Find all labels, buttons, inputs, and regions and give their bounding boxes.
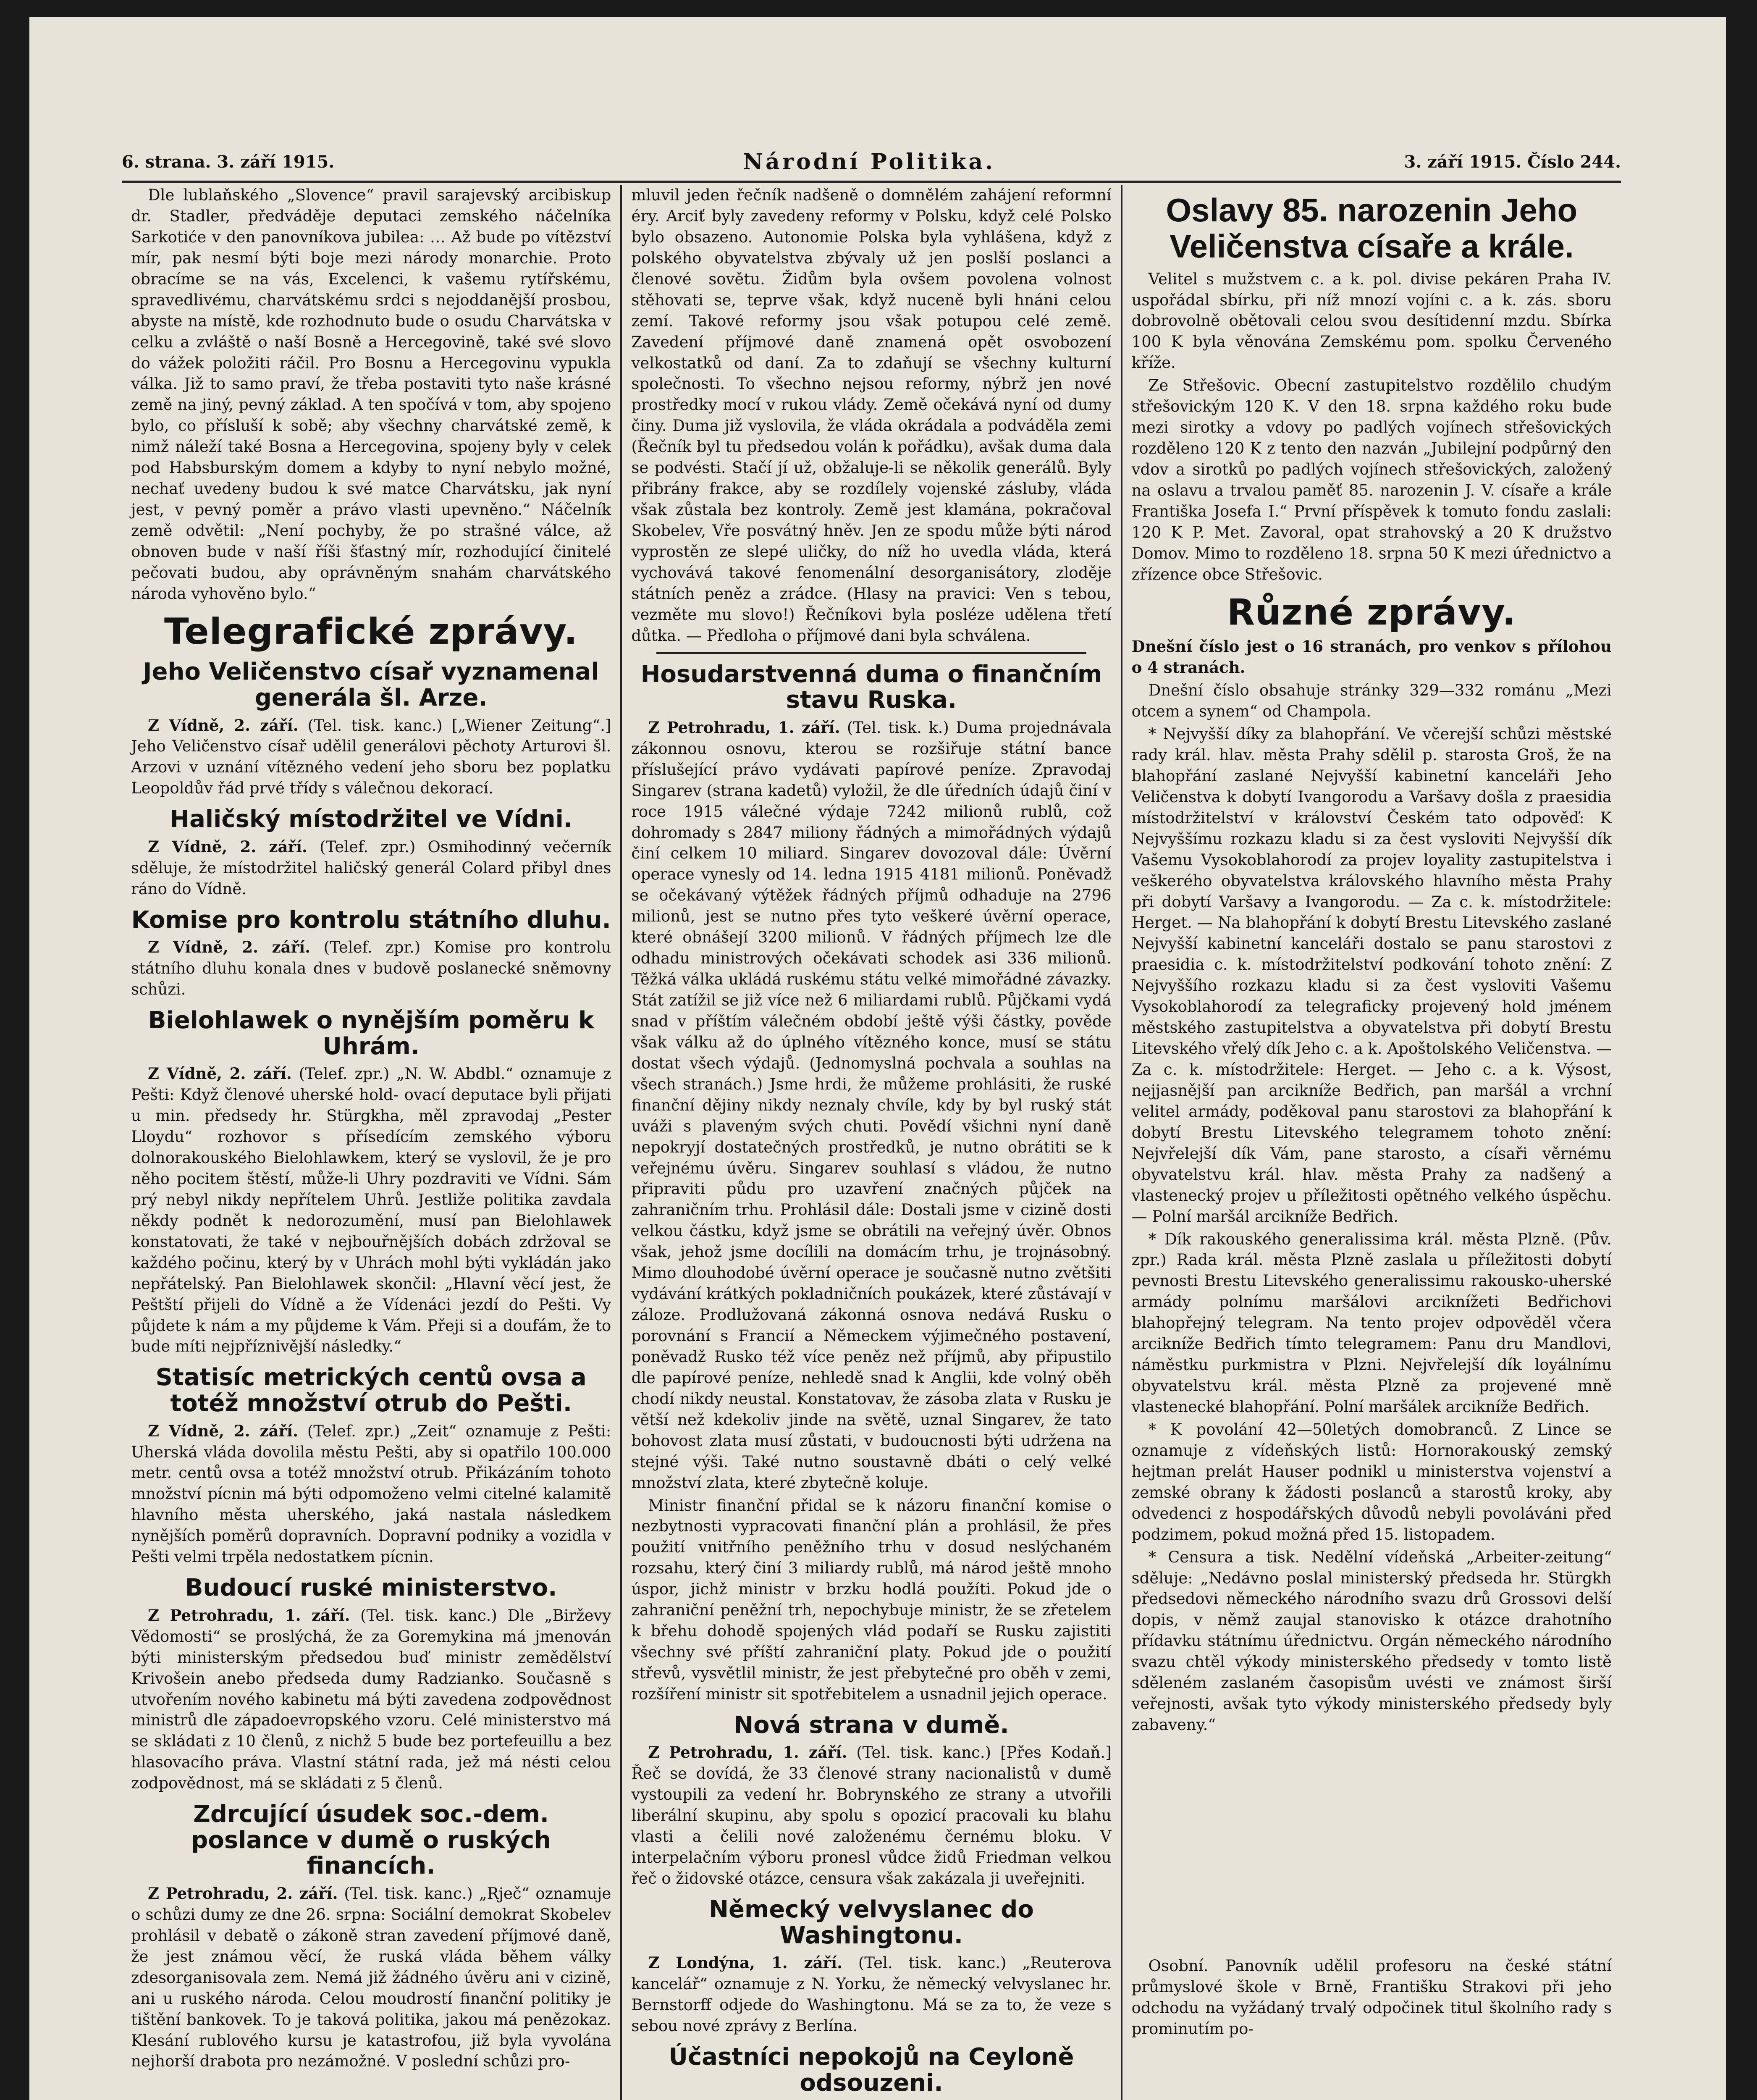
dateline: Z Petrohradu, 1. září. bbox=[648, 718, 840, 737]
article-body: Velitel s mužstvem c. a k. pol. divise pekáren Praha IV. uspořádal sbírku, při níž mnozí vojíni c. a k. zás. sboru dobrovolně obětovali celou svou desítidenní mzdu. Sbírka 100 K byla věnována Zemskému pom. spolku Červeného kříže. bbox=[1131, 270, 1612, 372]
page-header bbox=[122, 143, 1621, 183]
article-plzen: * Dík rakouského generalissima král. města Plzně. (Pův. zpr.) Rada král. města Plzně zaslala u příležitosti dobytí pevnosti Brestu Litevského generalissimu rakousko-uherské armády polnímu maršálovi arciknížeti Bedřichovi blahopřejný telegram. Na tento projev odpověděl včera arcikníže Bedřich tímto telegramem: Panu dru Mandlovi, náměstku purkmistra v Plzni. Nejvřelejší dík loyálnímu obyvatelstvu král. města Plzně za projevené mně vlastenecké blahopřání. Polní maršálek arcikníže Bedřich. bbox=[1131, 1230, 1612, 1416]
article-body: (Telef. zpr.) Osmihodinný večerník sděluje, že místodržitel haličský generál Colard přibyl dnes ráno do Vídně. bbox=[131, 837, 611, 898]
article-body: (Telef. zpr.) Komise pro kontrolu státního dluhu konala dnes v budově poslanecké sněmovny schůzi. bbox=[131, 938, 611, 999]
section-title-ruzne: Různé zprávy. bbox=[1227, 591, 1516, 633]
masthead-title: Národní Politika. bbox=[743, 149, 996, 175]
dateline: Z Londýna, 1. září. bbox=[648, 1953, 842, 1972]
article-osobni: Osobní. Panovník udělil profesoru na české státní průmyslové škole v Brně, Františku Strakovi při jeho odchodu na vyžádaný trvalý odpočinek titul školního rady s prominutím po- bbox=[1131, 1957, 1612, 2038]
headline-duma-finance: Hosudarstvenná duma o finančním stavu Ruska. bbox=[640, 660, 1102, 714]
article-body: Ministr finanční přidal se k názoru finanční komise o nezbytnosti vypracovati finanční plán a prohlásil, že přes použití vnitřního peněžního trhu v dosud neslýchaném rozsahu, který činí 3 miliardy rublů, má národ ještě mnoho úspor, jichž ministr v brzku hodlá použíti. Pokud jde o zahraniční peněžní trh, nepochybuje ministr, že se zřetelem k břehu dohodě spojených vlád podaří se Rusku zajistiti všechny své příští zahraniční platy. Pokud jde o použití střevů, vysvětlil ministr, že jest přebytečné pro oběh v zemi, rozšíření ministr sit spotřebitelem a usnadnil jejich operace. bbox=[631, 1496, 1112, 1703]
article-body: (Telef. zpr.) „N. W. Abdbl.“ oznamuje z Pešti: Když členové uherské hold- ovací deputace byli přijati u min. předsedy hr. Stürgkha, měl zpravodaj „Pester Lloydu“ rozhovor s přísedícím zemského výboru dolnorakouského Bielohlawkem, který se vyslovil, že je pro něho pocitem štěstí, může-li Uhry pozdraviti ve Vídni. Sám prý nebyl nikdy nepřítelem Uhrů. Jestliže politika zavdala někdy podnět k nedorozumění, musí pan Bielohlawek konstatovati, že také v nejbouřnějších dobách zdržoval se každého počinu, který by v Uhrách mohl býti vykládán jako nepřátelský. Pan Bielohlawek skončil: „Hlavní věcí jest, že Peštští přijeli do Vídně a že Vídenáci jezdí do Pešti. Vy půjdete k nám a my půjdeme k Vám. Přeji si a doufám, že to bude míti nejpříznivější následky.“ bbox=[131, 1065, 611, 1356]
dateline: Z Petrohradu, 2. září. bbox=[148, 1884, 338, 1903]
header-right: 3. září 1915. Číslo 244. bbox=[1404, 152, 1621, 172]
article-body: (Tel. tisk. kanc.) Dle „Birževy Vědomosti“ se proslýchá, že za Goremykina má jmenován býti ministerským předsedou buď ministr zemědělství Krivošein anebo předseda dumy Radzianko. Současně s utvořením nového kabinetu má býti zavedena zodpovědnost ministrů dle západoevropského vzoru. Celé ministerstvo má se skládati z 10 členů, z nichž 5 bude bez portefeuillu a bez hlasovacího práva. Vlastní státní rada, jež má nésti celou zodpovědnost, má se skládati z 5 členů. bbox=[131, 1606, 611, 1793]
headline-oslavy: Oslavy 85. narozenin Jeho Veličenstva císaře a krále. bbox=[1166, 192, 1578, 265]
headline-komise: Komise pro kontrolu státního dluhu. bbox=[131, 906, 611, 934]
article-body: (Tel. tisk. k.) Duma projednávala zákonnou osnovu, kterou se rozšiřuje státní bance příslušející právo vydávati papírové peníze. Zpravodaj Singarev (strana kadetů) vyložil, že dle úředních údajů činí v roce 1915 válečné výdaje 7242 milionů rublů, což dohromady s 2847 miliony řádných a mimořádných výdajů činí celkem 10 miliard. Singarev dovozoval dále: Úvěrní operace vynesly od 14. ledna 1915 4181 milionů. Poněvadž se očekávaný výtěžek řádných příjmů odhaduje na 2796 milionů, jest se nutno přes tyto veškeré úvěrní operace, které obnášejí 3200 milionů. V řádných příjmech lze dle odhadu ministrových očekávati schodek asi 336 milionů. Těžká válka ukládá ruskému státu velké mimořádné závazky. Stát zatížil se již více než 6 miliardami rublů. Půjčkami vydá snad v příštím válečném období ještě výši částky, pověde však válku až do úplného vítězného konce, musí se státu dostat všech výdajů. (Jednomyslná pochvala a souhlas na všech stranách.) Jsme hrdi, že můžeme prohlásiti, že ruské finanční dějiny nikdy neznaly chvíle, kdy by byl ruský stát uváži s plaveným svých chuti. Povědí všichni nyní daně nepokryjí dostatečných prostředků, je nutno obrátiti se k veřejnému úvěru. Singarev souhlasí s vládou, že nutno připraviti půdu pro uzavření značných půjček na zahraničním trhu. Prohlásil dále: Dostali jsme v cizině dosti velkou částku, když jsme se obrátili na veřejný úvěr. Obnos však, jehož jsme docílili na domácím trhu, je trojnásobný. Mimo dlouhodobé úvěrní operace je současně nutno zvětšiti vydávání krátkých pokladničních poukázek, které zůstávají v záloze. Prodlužovaná zákonná osnova nedává Rusku o porovnání s Francií a Německem výjimečného postavení, poněvadž Rusko též více peněz než příjmů, aby připustilo dle papírové peníze, nehledě snad k Anglii, kde volný oběh chodí nikdy neustal. Konstatovav, že zásoba zlata v Rusku je větší než kdekoliv jinde na světě, uznal Singarev, že tato bohovost zlata musí zůstati, v budoucnosti býti udržena na stejné výši. Také nutno soustavně dbáti o celý velké množství zlata, které zbytečně koluje. bbox=[631, 718, 1112, 1492]
article-body: (Tel. tisk. kanc.) „Reuterova kancelář“ oznamuje z N. Yorku, že německý velvyslanec hr. Bernstorff odjede do Washingtonu. Má se za to, že veze s sebou nové zprávy z Berlína. bbox=[631, 1954, 1112, 2035]
article-diky: * Nejvyšší díky za blahopřání. Ve včerejší schůzi městské rady král. hlav. města Prahy sdělil p. starosta Groš, že na blahopřání zaslané Nejvyšší kabinetní kanceláři Jeho Veličenstva k dobytí Ivangorodu a Varšavy došla z praesidia místodržitelství v království Českém tato odpověď: K Nejvyššímu rozkazu kladu si za čest vysloviti Nejvyšší dík Vašemu Vysokoblahorodí za projev loyality zastupitelstva i veškerého obyvatelstva královského hlavního města Prahy při dobytí Varšavy a Ivangorodu. — Za c. k. místodržitele: Herget. — Na blahopřání k dobytí Brestu Litevského zaslané Nejvyšší kabinetní kanceláři dostalo se panu starostovi z praesidia c. k. místodržitelství podkování tohoto znění: Z Nejvyššího rozkazu kladu si za čest vysloviti Vašemu Vysokoblahorodí za telegraficky projevený hold jménem městského zastupitelstva a obyvatelstva při dobytí Brestu Litevského vřelý dík Jeho c. a k. Apoštolského Veličenstva. — Za c. k. místodržitele: Herget. — Jeho c. a k. Výsost, nejjasnější pan arcikníže Bedřich, pan maršál a vrchní velitel armády, poděkoval panu starostovi za blahopřání k dobytí Brestu Litevského telegramem tohoto znění: Nejvřelejší dík Vám, pane starosto, a císaři věrnému obyvatelstvu král. hlav. města Prahy za nadšený a vlastenecký projev u příležitosti opětného velkého úspěchu. — Polní maršál arcikníže Bedřich. bbox=[1131, 725, 1612, 1226]
headline-ministerstvo: Budoucí ruské ministerstvo. bbox=[185, 1574, 557, 1602]
article-body: (Tel. tisk. kanc.) „Rječ“ oznamuje o schůzi dumy ze dne 26. srpna: Sociální demokrat Skobelev prohlásil v debatě o zákoně stran zavedení příjmové daně, že jest známou věcí, že ruská vláda během války zdesorganisovala zem. Nemá již žádného úvěru ani v cizině, ani u ruského národa. Celou moudrostí finanční politiky je tištění bankovek. To je taková politika, jakou má penězokaz. Klesání rublového kursu je katastrofou, již byla vyvolána nejhorší drabota pro nezámožné. V poslední schůzi pro- bbox=[131, 1884, 611, 2071]
section-title-telegraf: Telegrafické zprávy. bbox=[164, 610, 578, 653]
headline-arz: Jeho Veličenstvo císař vyznamenal generála šl. Arze. bbox=[143, 658, 599, 711]
headline-finance: Zdrcující úsudek soc.-dem. poslance v dumě o ruských financích. bbox=[191, 1801, 551, 1880]
columns bbox=[122, 185, 1621, 2100]
article-domobranci: * K povolání 42—50letých domobranců. Z Lince se oznamuje z vídeňských listů: Hornorakouský zemský hejtman prelát Hauser podnikl u ministerstva vojenství a zemské obrany k žádosti poslanců a starostů kroky, aby odvedenci z hospodářských důvodů nebyli povoláváni před podzimem, pokud možná před 15. listopadem. bbox=[1131, 1420, 1612, 1544]
newspaper-page bbox=[29, 17, 1726, 2100]
headline-bielohlawek: Bielohlawek o nynějším poměru k Uhrám. bbox=[148, 1007, 594, 1060]
headline-mistodrzitel: Haličský místodržitel ve Vídni. bbox=[170, 806, 573, 833]
headline-velvyslanec: Německý velvyslanec do Washingtonu. bbox=[709, 1896, 1034, 1949]
issue-notice: Dnešní číslo jest o 16 stranách, pro venkov s přílohou o 4 stranách. bbox=[1131, 637, 1612, 677]
dateline: Z Vídně, 2. září. bbox=[148, 716, 299, 735]
dateline: Z Petrohradu, 1. září. bbox=[648, 1743, 847, 1762]
column-3 bbox=[1121, 185, 1621, 2100]
blank-space bbox=[1132, 1737, 1612, 1956]
article-body: (Tel. tisk. kanc.) [„Wiener Zeitung“.] Jeho Veličenstvo císař udělil generálovi pěchoty Arturovi šl. Arzovi v uznání vítězného vedení jeho sboru bez poplatku Leopoldův řád prvé třídy s válečnou dekorací. bbox=[131, 716, 611, 798]
article-body: (Telef. zpr.) „Zeit“ oznamuje z Pešti: Uherská vláda dovolila městu Pešti, aby si opatřilo 100.000 metr. centů ovsa a totéž množství otrub. Přikázáním tohoto množství pícnin má býti odpomoženo velmi citelné kalamitě hlavního města uherského, jaká nastala následkem nynějších poměrů dopravních. Dopravní podniky a vozidla v Pešti velmi trpěla nedostatkem pícnin. bbox=[131, 1422, 611, 1566]
dateline: Z Vídně, 2. září. bbox=[148, 1064, 292, 1083]
dateline: Z Vídně, 2. září. bbox=[148, 837, 307, 856]
header-left: 6. strana. 3. září 1915. bbox=[122, 152, 335, 172]
article-body: (Tel. tisk. kanc.) [Přes Kodaň.] Řeč se dovídá, že 33 členové strany nacionalistů v dumě vystoupili za vedení hr. Bobrynského ze strany a utvořili liberální skupinu, aby spolu s opozicí pracovali ku blahu vlasti a čelili nové založenému černému bloku. V interpelačním výboru pronesl vůdce židů Friedman velkou řeč o židovské otázce, censura však zakázala ji uveřejniti. bbox=[631, 1743, 1112, 1888]
headline-oves: Statisíc metrických centů ovsa a totéž množství otrub do Pešti. bbox=[155, 1364, 587, 1417]
column-1 bbox=[122, 185, 620, 2100]
article-censura: * Censura a tisk. Nedělní vídeňská „Arbeiter-zeitung“ sděluje: „Nedávno poslal ministerský předseda hr. Stürgkh předsedovi německého národního svazu drů Grossovi delší dopis, v němž zaujal stanovisko k otázce drahotního přídavku státnímu úřednictvu. Orgán německého národního svazu chtěl výkody ministerského předsedy v tomto listě sděleném zaslaném časopisům uvésti ve známost širší veřejnosti, avšak tyto výkody ministerského předsedy byly zabaveny.“ bbox=[1131, 1548, 1612, 1734]
column-2 bbox=[620, 185, 1120, 2100]
headline-nova-strana: Nová strana v dumě. bbox=[734, 1711, 1009, 1739]
dateline: Z Vídně, 2. září. bbox=[148, 938, 311, 957]
issue-notice-2: Dnešní číslo obsahuje stránky 329—332 románu „Mezi otcem a synem“ od Champola. bbox=[1131, 681, 1612, 721]
dateline: Z Vídně, 2. září. bbox=[148, 1421, 298, 1440]
headline-ceylon: Účastníci nepokojů na Ceyloně odsouzeni. bbox=[669, 2043, 1074, 2097]
article-continuation: mluvil jeden řečník nadšeně o domnělém zahájení reformní éry. Arciť byly zavedeny reformy v Polsku, když celé Polsko bylo obsazeno. Autonomie Polska byla vyhlášena, když z polského obyvatelstva zbývaly už jen poslší poslanci a členové sovětu. Židům byla ovšem povolena volnost stěhovati se, teprve však, když nuceně byli hnáni celou zemí. Takové reformy jsou však potupou celé země. Zavedení příjmové daně znamená opět osvobození velkostatků od daní. Za to zdaňují se všechny kulturní společnosti. To všechno nejsou reformy, nýbrž jen nové prostředky mocí v rukou vlády. Země očekává nyní od dumy činy. Duma již vyslovila, že vláda okrádala a podváděla zemi (Řečník byl tu předsedou volán k pořádku), avšak duma dala se podvésti. Stačí jí už, obžaluje-li se několik generálů. Byly přibrány frakce, aby se rozdílely vojenské zásluby, vláda však zůstala bez kontroly. Země jest klamána, pokračoval Skobelev, Vře posvátný hněv. Jen ze spodu může býti národ vyprostěn ze slepé uličky, do níž ho uvedla vláda, která vychovává takové fenomenální desorganisátory, zloděje státních peněz a zrádce. (Hlasy na pravici: Ven s tebou, vezměte mu slovo!) Řečníkovi byla posléze udělena třetí důtka. — Předloha o příjmové dani byla schválena. bbox=[631, 186, 1112, 645]
divider bbox=[656, 652, 1086, 654]
article-body: Ze Střešovic. Obecní zastupitelstvo rozdělilo chudým střešovickým 120 K. V den 18. srpna každého roku bude mezi sirotky a vdovy po padlých vojínech střešovických rozděleno 120 K z tento den nazván „Jubilejní podpůrný den vdov a sirotků po padlých vojínech střešovických, založený na oslavu a trvalou paměť 85. narozenin J. V. císaře a krále Františka Josefa I.“ První příspěvek k tomuto fondu zaslali: 120 K P. Met. Zavoral, opat strahovský a 20 K družstvo Domov. Mimo to rozděleno 18. srpna 50 K mezi úřednictvo a zřízence obce Střešovic. bbox=[1131, 376, 1612, 583]
dateline: Z Petrohradu, 1. září. bbox=[148, 1606, 350, 1625]
article-slovence: Dle lublaňského „Slovence“ pravil sarajevský arcibiskup dr. Stadler, předváděje deputaci zemského náčelníka Sarkotiće v den panovníkova jubilea: … Až bude po vítězství mír, pak nesmí býti boje mezi národy monarchie. Proto obracíme se na vás, Excelenci, k vašemu rytířskému, spravedlivému, charvátskému srdci s nejoddanější prosbou, abyste na místě, kde rozhodnuto bude o osudu Charvátska v celku a zvláště o naší Bosně a Hercegovině, také své slovo do vážek položiti ráčil. Pro Bosnu a Hercegovinu vypukla válka. Již to samo praví, že třeba postaviti tyto naše krásné země na jiný, pevný základ. A ten spočívá v tom, aby spojeno bylo, co přísluší k sobě; aby všechny charvátské země, k nimž náleží také Bosna a Hercegovina, spojeny byly v celek pod Habsburským domem a kdyby to nyní nebylo možné, nechať uvedeny budou k své matce Charvátsku, jak nyní jest, v pevný poměr a právo vlasti upevněno.“ Náčelník země odvětil: „Není pochyby, že po strašné válce, až obnoven bude v naší říši šťastný mír, rozhodující činitelé pečovati budou, aby oprávněným snahám charvátského národa vyhověno bylo.“ bbox=[131, 186, 611, 603]
